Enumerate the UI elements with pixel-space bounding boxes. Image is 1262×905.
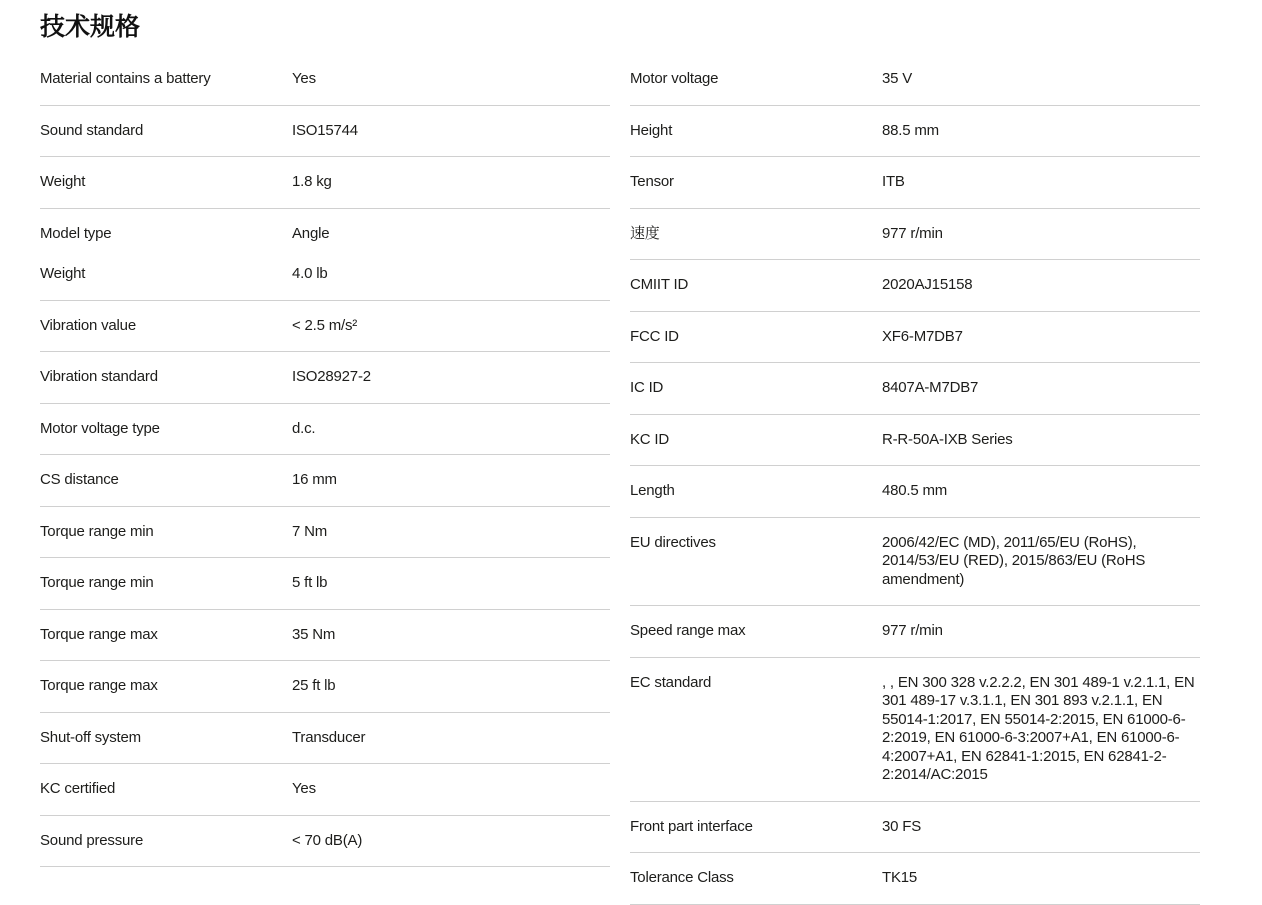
spec-table-row bbox=[630, 853, 1200, 905]
spec-label: Material contains a battery bbox=[40, 70, 211, 87]
spec-label: EC standard bbox=[630, 673, 712, 691]
spec-label-value-pair bbox=[40, 574, 610, 593]
spec-label: Tensor bbox=[630, 173, 674, 190]
spec-value: R-R-50A-IXB Series bbox=[882, 430, 1013, 448]
spec-table-row bbox=[630, 260, 1200, 312]
spec-label-value-pair bbox=[630, 482, 1200, 501]
spec-label-value-pair bbox=[40, 729, 610, 748]
spec-table-row bbox=[40, 106, 610, 158]
spec-value: ISO15744 bbox=[292, 121, 358, 139]
spec-value: Transducer bbox=[292, 728, 366, 746]
spec-label: Motor voltage bbox=[630, 70, 719, 87]
spec-value: 2020AJ15158 bbox=[882, 276, 973, 293]
spec-value: 25 ft lb bbox=[292, 677, 336, 694]
spec-value: 1.8 kg bbox=[292, 173, 332, 190]
spec-table-row bbox=[630, 466, 1200, 518]
spec-columns bbox=[40, 54, 1200, 905]
spec-label-value-pair bbox=[630, 622, 1200, 641]
spec-value: < 70 dB(A) bbox=[292, 831, 363, 849]
spec-label-value-pair bbox=[630, 328, 1200, 347]
spec-value: 16 mm bbox=[292, 471, 337, 488]
spec-label: Sound pressure bbox=[40, 831, 144, 849]
spec-label: Model type bbox=[40, 224, 112, 242]
spec-value: 977 r/min bbox=[882, 622, 943, 639]
spec-label-value-pair bbox=[630, 379, 1200, 398]
spec-value: < 2.5 m/s² bbox=[292, 316, 358, 334]
spec-label-value-pair bbox=[40, 225, 610, 244]
spec-label-value-pair bbox=[40, 173, 610, 192]
spec-table-row bbox=[40, 764, 610, 816]
spec-label: KC ID bbox=[630, 430, 670, 448]
spec-table-row bbox=[630, 606, 1200, 658]
spec-table-row bbox=[40, 507, 610, 559]
spec-label-value-pair bbox=[40, 70, 610, 89]
spec-value: 5 ft lb bbox=[292, 574, 328, 591]
spec-table-right bbox=[630, 54, 1200, 905]
spec-label-value-pair bbox=[40, 122, 610, 141]
spec-label: Vibration value bbox=[40, 316, 136, 334]
spec-table-row bbox=[40, 661, 610, 713]
spec-table-row bbox=[40, 816, 610, 868]
spec-label: Torque range max bbox=[40, 625, 158, 643]
spec-label: CS distance bbox=[40, 471, 119, 488]
spec-label-value-pair bbox=[40, 677, 610, 696]
spec-label: Vibration standard bbox=[40, 368, 158, 385]
spec-label-value-pair bbox=[630, 534, 1200, 590]
spec-value: d.c. bbox=[292, 419, 316, 437]
spec-label-value-pair bbox=[630, 70, 1200, 89]
spec-table-row bbox=[630, 157, 1200, 209]
spec-table-row bbox=[630, 209, 1200, 261]
spec-value: XF6-M7DB7 bbox=[882, 327, 963, 345]
spec-value: 2006/42/EC (MD), 2011/65/EU (RoHS), 2014/53/EU (RED), 2015/863/EU (RoHS amendment) bbox=[882, 533, 1146, 588]
spec-label: Speed range max bbox=[630, 622, 746, 639]
spec-label: Motor voltage type bbox=[40, 419, 160, 437]
spec-label: IC ID bbox=[630, 379, 664, 396]
spec-label: Torque range max bbox=[40, 677, 158, 694]
spec-label-value-pair bbox=[630, 869, 1200, 888]
spec-label-value-pair bbox=[630, 122, 1200, 141]
spec-value: 480.5 mm bbox=[882, 482, 948, 499]
spec-value: 4.0 lb bbox=[292, 265, 328, 282]
spec-label-value-pair bbox=[40, 368, 610, 387]
spec-table-left bbox=[40, 54, 610, 867]
spec-table-row bbox=[630, 658, 1200, 802]
spec-table-row bbox=[630, 518, 1200, 607]
spec-table-row bbox=[40, 404, 610, 456]
spec-label-value-pair bbox=[40, 420, 610, 439]
spec-table-row bbox=[630, 312, 1200, 364]
spec-table-row bbox=[630, 106, 1200, 158]
spec-label-value-pair bbox=[40, 780, 610, 799]
spec-value: 8407A-M7DB7 bbox=[882, 379, 979, 396]
spec-label-value-pair bbox=[630, 818, 1200, 837]
spec-value: ITB bbox=[882, 173, 905, 190]
spec-label: Length bbox=[630, 482, 675, 499]
spec-label: FCC ID bbox=[630, 327, 679, 345]
spec-value: TK15 bbox=[882, 869, 918, 886]
spec-table-row bbox=[40, 455, 610, 507]
spec-label: Tolerance Class bbox=[630, 869, 734, 886]
page-title: 技术规格 bbox=[40, 13, 141, 41]
spec-value: Yes bbox=[292, 780, 316, 797]
spec-table-row bbox=[40, 713, 610, 765]
spec-label: Front part interface bbox=[630, 817, 753, 835]
spec-label: Sound standard bbox=[40, 121, 144, 139]
spec-value: 30 FS bbox=[882, 817, 922, 835]
spec-label-value-pair bbox=[40, 626, 610, 645]
spec-label: Height bbox=[630, 121, 673, 139]
spec-table-row bbox=[40, 209, 610, 301]
spec-label-value-pair bbox=[630, 225, 1200, 244]
spec-label: 速度 bbox=[630, 224, 660, 242]
spec-table-row bbox=[40, 558, 610, 610]
spec-label-value-pair bbox=[40, 265, 610, 284]
spec-value: 977 r/min bbox=[882, 224, 943, 242]
spec-label-value-pair bbox=[40, 832, 610, 851]
spec-label-value-pair bbox=[630, 276, 1200, 295]
spec-value: ISO28927-2 bbox=[292, 368, 371, 385]
spec-label: Torque range min bbox=[40, 522, 154, 540]
spec-table-row bbox=[40, 157, 610, 209]
spec-value: 7 Nm bbox=[292, 522, 328, 540]
spec-label-value-pair bbox=[40, 471, 610, 490]
spec-table-row bbox=[630, 415, 1200, 467]
spec-table-row bbox=[630, 54, 1200, 106]
spec-value: 88.5 mm bbox=[882, 121, 939, 139]
spec-label: Shut-off system bbox=[40, 728, 141, 746]
spec-label: Weight bbox=[40, 173, 86, 190]
spec-value: , , EN 300 328 v.2.2.2, EN 301 489-1 v.2.1.1, EN 301 489-17 v.3.1.1, EN 301 893 v.2.1.1, EN 55014-1:2017, EN 55014-2:2015, EN 61000-6-2:2019, EN 61000-6-3:2007+A1, EN 61000-6-4:2007+A1, EN 62841-1:2015, EN 62841-2-2:2014/AC:2015 bbox=[882, 673, 1195, 783]
spec-value: 35 Nm bbox=[292, 625, 336, 643]
spec-label: Torque range min bbox=[40, 574, 154, 591]
spec-value: 35 V bbox=[882, 70, 913, 87]
spec-label-value-pair bbox=[40, 523, 610, 542]
spec-label-value-pair bbox=[630, 173, 1200, 192]
spec-label-value-pair bbox=[630, 431, 1200, 450]
spec-value: Yes bbox=[292, 70, 316, 87]
spec-label: KC certified bbox=[40, 780, 116, 797]
spec-label: EU directives bbox=[630, 533, 716, 551]
spec-label: Weight bbox=[40, 265, 86, 282]
spec-table-row bbox=[630, 363, 1200, 415]
spec-table-row bbox=[40, 54, 610, 106]
spec-table-row bbox=[630, 802, 1200, 854]
spec-table-row bbox=[40, 301, 610, 353]
spec-label-value-pair bbox=[40, 317, 610, 336]
spec-label-value-pair bbox=[630, 674, 1200, 785]
spec-table-row bbox=[40, 352, 610, 404]
spec-label: CMIIT ID bbox=[630, 276, 689, 293]
spec-value: Angle bbox=[292, 224, 330, 242]
spec-table-row bbox=[40, 610, 610, 662]
